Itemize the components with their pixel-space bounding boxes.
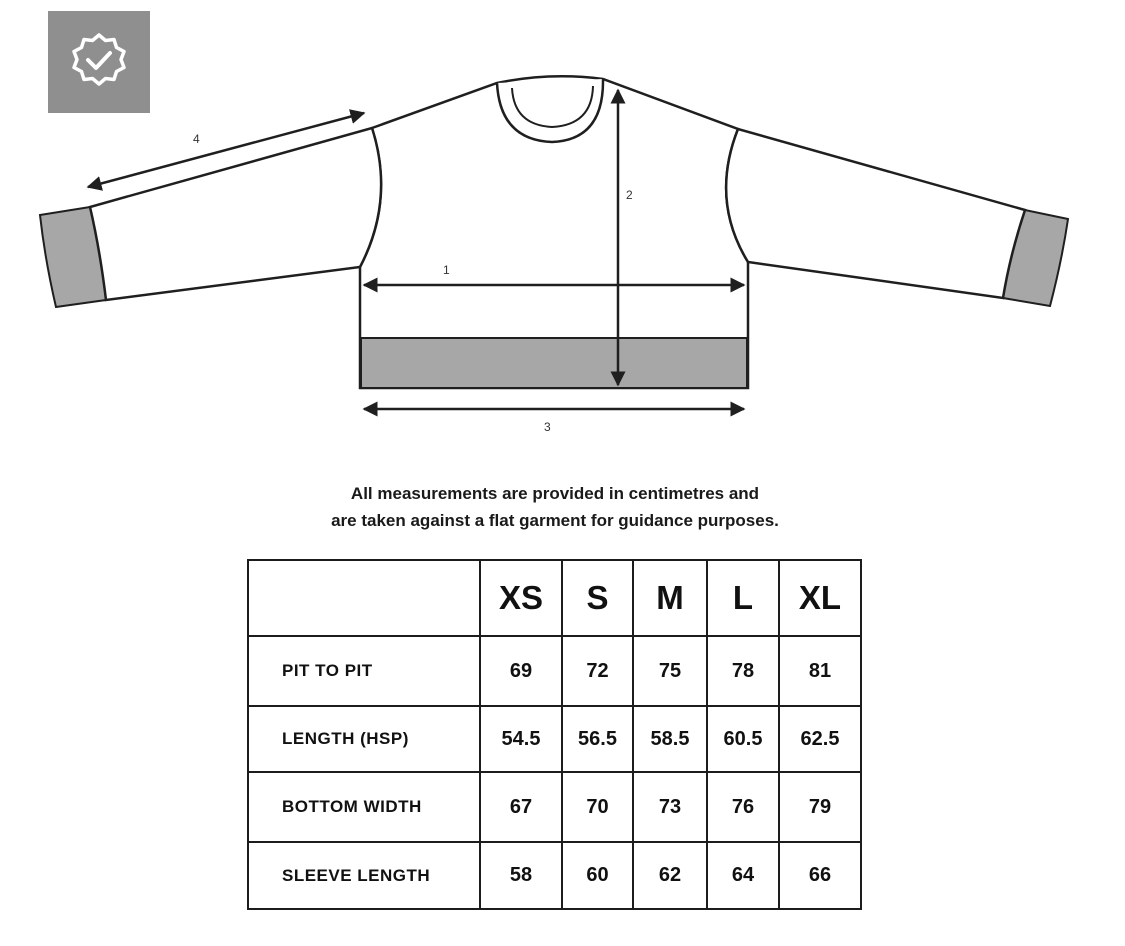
table-cell: 58 (480, 842, 562, 909)
hem-band (361, 338, 747, 388)
size-header-l: L (707, 560, 779, 636)
measure-label-3: 3 (544, 420, 551, 434)
table-cell: 56.5 (562, 706, 633, 772)
table-cell: 58.5 (633, 706, 707, 772)
measure-label-2: 2 (626, 188, 633, 202)
table-cell: 69 (480, 636, 562, 706)
measure-label-4: 4 (193, 132, 200, 146)
table-cell: 75 (633, 636, 707, 706)
row-label-pit-to-pit: PIT TO PIT (248, 636, 480, 706)
size-header-xl: XL (779, 560, 861, 636)
row-label-bottom-width: BOTTOM WIDTH (248, 772, 480, 842)
garment-diagram (0, 0, 1125, 450)
table-row (248, 706, 861, 772)
table-cell: 62.5 (779, 706, 861, 772)
table-row (248, 772, 861, 842)
measure-label-1: 1 (443, 263, 450, 277)
table-cell: 70 (562, 772, 633, 842)
table-cell: 67 (480, 772, 562, 842)
table-cell: 72 (562, 636, 633, 706)
table-cell: 60 (562, 842, 633, 909)
size-header-s: S (562, 560, 633, 636)
table-cell: 60.5 (707, 706, 779, 772)
measurement-note-line-2: are taken against a flat garment for guidance purposes. (331, 511, 779, 530)
table-row (248, 842, 861, 909)
table-cell: 78 (707, 636, 779, 706)
size-header-m: M (633, 560, 707, 636)
measurement-note (0, 480, 1110, 534)
size-header-xs: XS (480, 560, 562, 636)
table-cell: 54.5 (480, 706, 562, 772)
row-label-length: LENGTH (HSP) (248, 706, 480, 772)
table-cell: 73 (633, 772, 707, 842)
table-cell: 62 (633, 842, 707, 909)
table-cell: 81 (779, 636, 861, 706)
right-sleeve (726, 129, 1025, 298)
header-blank-cell (248, 560, 480, 636)
table-cell: 79 (779, 772, 861, 842)
table-cell: 64 (707, 842, 779, 909)
table-cell: 76 (707, 772, 779, 842)
row-label-sleeve-length: SLEEVE LENGTH (248, 842, 480, 909)
size-chart-table (247, 559, 862, 910)
table-cell: 66 (779, 842, 861, 909)
table-row (248, 636, 861, 706)
measurement-note-line-1: All measurements are provided in centimetres and (350, 484, 760, 503)
left-sleeve (90, 128, 381, 300)
size-header-row (248, 560, 861, 636)
